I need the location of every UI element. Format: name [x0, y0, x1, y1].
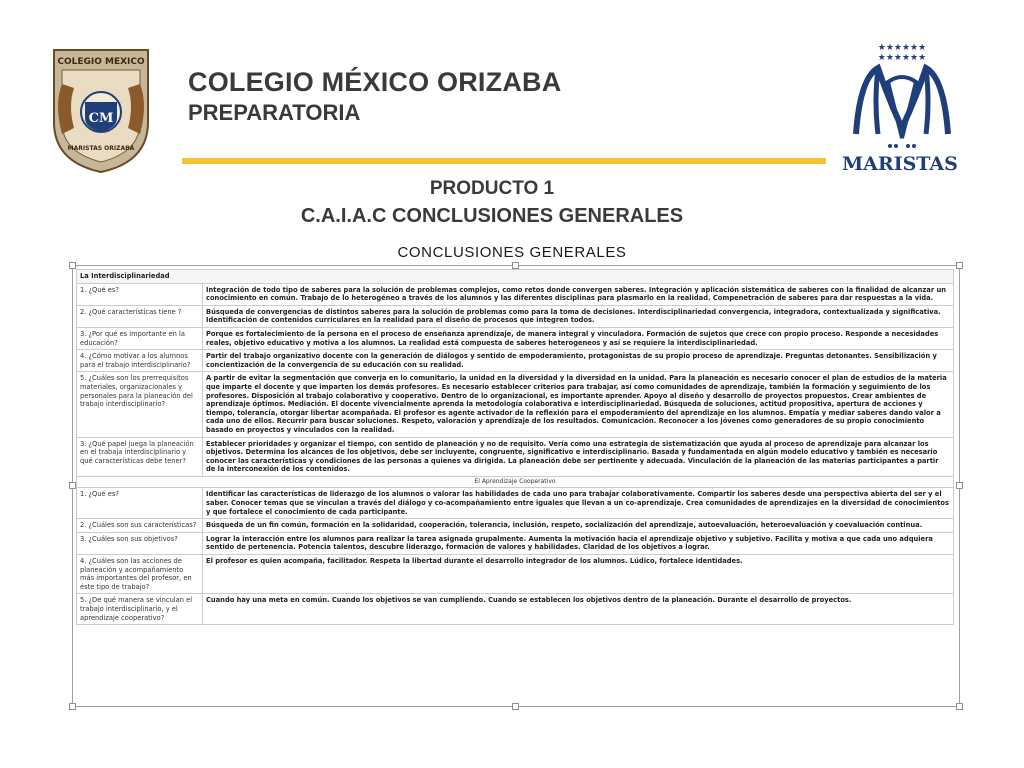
answer-cell: Identificar las características de liderazgo de los alumnos o valorar las habilidades de cada uno para trabajar colaborativamente. Compartir los saberes desde una perspectiva abierta del ser y el saber. Conocer temas que se vinculan a través del diálogo y co-acompañamiento entre iguales que llevan a un co-aprendizaje. Crea comunidades de aprendizajes en la diversidad de conocimientos y que fortalece el conocimiento de cada participante. [203, 488, 954, 519]
conclusions-table [76, 269, 954, 625]
question-cell: 2. ¿Qué características tiene ? [77, 305, 203, 327]
gold-divider [182, 158, 826, 164]
resize-handle-top-center[interactable] [512, 262, 519, 269]
header-title-block [188, 66, 561, 128]
product-heading [0, 176, 1024, 230]
product-subtitle: C.A.I.A.C CONCLUSIONES GENERALES [300, 205, 684, 227]
school-level: PREPARATORIA [188, 100, 361, 125]
question-cell: 1. ¿Qué es? [77, 488, 203, 519]
section-interdisciplinariedad: La Interdisciplinariedad [77, 270, 954, 284]
maristas-wordmark: MARISTAS [842, 153, 958, 175]
answer-cell: Lograr la interacción entre los alumnos para realizar la tarea asignada grupalmente. Aumenta la motivación hacia el aprendizaje objetivo y subjetivo. Facilita y motiva a que cada uno adquiera sentido de pertenencia. Potencia talentos, descubre liderazgo, formación de valores y habilidades. Claridad de los objetivos a lograr. [203, 532, 954, 554]
table-title: CONCLUSIONES GENERALES [397, 244, 627, 261]
resize-handle-bottom-right[interactable] [956, 703, 963, 710]
table-row [77, 283, 954, 305]
answer-cell: A partir de evitar la segmentación que converja en lo comunitario, la unidad en la diversidad y la diversidad en la unidad. Para la planeación es necesario conocer el plan de estudios de la materia que imparte el docente y que imparten los demás profesores. Es necesario establecer criterios para trabajar, así como comunidades de aprendizaje, también la formación y seguimiento de los profesores. Disposición al trabajo colaborativo y cooperativo. Dentro de lo organizacional, es importante aprender. Apoyo al diseño y desarrollo de proyectos propuestos. Crear ambientes de aprendizaje óptimos. Mediación. El docente vivencialmente aprenda la metodología colaborativa e interdisciplinariedad. Búsqueda de soluciones, actitud propositiva, apertura de acciones y tiempo, tolerancia, otorgar libertar acompañada. El profesor es agente activador de la reflexión para el empoderamiento del aprendizaje en los alumnos. Empatía y mediar saberes dando valor a cada uno de ellos. Recurrir para buscar soluciones. Respeto, valoración y aprendizaje de los resultados. Comunicación. Reconocer a los jóvenes como generadores de su propio conocimiento basado en proyectos y vinculados con la realidad. [203, 372, 954, 437]
table-row [77, 532, 954, 554]
table-row [77, 488, 954, 519]
resize-handle-middle-left[interactable] [69, 482, 76, 489]
table-row [77, 594, 954, 625]
svg-text:★★★★★★: ★★★★★★ [877, 53, 927, 63]
resize-handle-bottom-center[interactable] [512, 703, 519, 710]
section-header-row [77, 270, 954, 284]
answer-cell: Búsqueda de un fin común, formación en la solidaridad, cooperación, tolerancia, inclusión, respeto, socialización del aprendizaje, autoevaluación, heteroevaluación y coevaluación continua. [203, 519, 954, 533]
table-row [77, 305, 954, 327]
resize-handle-top-right[interactable] [956, 262, 963, 269]
section-header-row [77, 476, 954, 488]
question-cell: 4. ¿Cuáles son las acciones de planeación y acompañamiento más importantes del profesor, en éste tipo de trabajo? [77, 555, 203, 594]
question-cell: 1. ¿Qué es? [77, 283, 203, 305]
answer-cell: Integración de todo tipo de saberes para la solución de problemas complejos, como retos donde convergen saberes. Integración y aplicación sistemática de saberes con la finalidad de alcanzar un conocimiento en común. Trabajo de lo heterogéneo a través de los alumnos y las diferentes disciplinas para plasmarlo en la realidad. Compenetración de saberes para dar respuestas a la vida. [203, 283, 954, 305]
section-aprendizaje-cooperativo: El Aprendizaje Cooperativo [77, 476, 954, 488]
crest-top-text: COLEGIO MEXICO [57, 57, 145, 67]
question-cell: 3. ¿Cuáles son sus objetivos? [77, 532, 203, 554]
colegio-mexico-crest-logo [48, 44, 154, 174]
maristas-logo [838, 38, 966, 178]
resize-handle-middle-right[interactable] [956, 482, 963, 489]
resize-handle-bottom-left[interactable] [69, 703, 76, 710]
question-cell: 4. ¿Cómo motivar a los alumnos para el trabajo interdisciplinario? [77, 350, 203, 372]
school-name: COLEGIO MÉXICO ORIZABA [188, 67, 562, 97]
question-cell: 2. ¿Cuáles son sus características? [77, 519, 203, 533]
answer-cell: Partir del trabajo organizativo docente con la generación de diálogos y sentido de empoderamiento, protagonistas de su propio proceso de aprendizaje. Preguntas detonantes. Sensibilización y concientización de la convergencia de su educación con su realidad. [203, 350, 954, 372]
table-row [77, 372, 954, 437]
answer-cell: El profesor es quien acompaña, facilitador. Respeta la libertad durante el desarrollo integrador de los alumnos. Lúdico, fortalece identidades. [203, 555, 954, 594]
table-row [77, 555, 954, 594]
table-row [77, 327, 954, 349]
table-row [77, 437, 954, 476]
table-row [77, 519, 954, 533]
product-title: PRODUCTO 1 [429, 178, 555, 199]
answer-cell: Cuando hay una meta en común. Cuando los objetivos se van cumpliendo. Cuando se establecen los objetivos dentro de la planeación. Durante el desarrollo de proyectos. [203, 594, 954, 625]
question-cell: 3. ¿Por qué es importante en la educación? [77, 327, 203, 349]
crest-bottom-text: MARISTAS ORIZABA [67, 145, 135, 152]
resize-handle-top-left[interactable] [69, 262, 76, 269]
crest-initials: CM [88, 111, 114, 126]
question-cell: 3. ¿Qué papel juega la planeación en el trabaja interdisciplinario y qué características debe tener? [77, 437, 203, 476]
answer-cell: Establecer prioridades y organizar el tiempo, con sentido de planeación y no de requisito. Vería como una estrategia de sistematización que ayuda al proceso de aprendizaje para alcanzar los objetivos. Determina los alcances de los objetivos, debe ser incluyente, congruente, significativo e interdisciplinario. Basada y fundamentada en algún modelo educativo y también es necesario conocer las características y condiciones de las personas a quienes va dirigida. La planeación debe ser pertinente y adecuada. Vinculación de la planeación de las materias participantes a partir de la interconexión de los contenidos. [203, 437, 954, 476]
answer-cell: Búsqueda de convergencias de distintos saberes para la solución de problemas como para la toma de decisiones. Interdisciplinariedad convergencia, integradora, contextualizada y significativa. Identificación de contenidos curriculares en la realidad para el diseño de procesos que integren todos. [203, 305, 954, 327]
answer-cell: Porque es fortalecimiento de la persona en el proceso de enseñanza aprendizaje, de manera integral y vinculadora. Formación de sujetos que crece con propio proceso. Responde a necesidades reales, objetivo educativo y motiva a los alumnos. La realidad está compuesta de saberes heterogeneos y así se requiere la interdisciplinariedad. [203, 327, 954, 349]
question-cell: 5. ¿De qué manera se vinculan el trabajo interdisciplinario, y el aprendizaje cooperativo? [77, 594, 203, 625]
question-cell: 5. ¿Cuáles son los prerrequisitos materiales, organizacionales y personales para la planeación del trabajo interdisciplinario? [77, 372, 203, 437]
table-row [77, 350, 954, 372]
svg-text:★★★★★★: ★★★★★★ [877, 43, 927, 53]
